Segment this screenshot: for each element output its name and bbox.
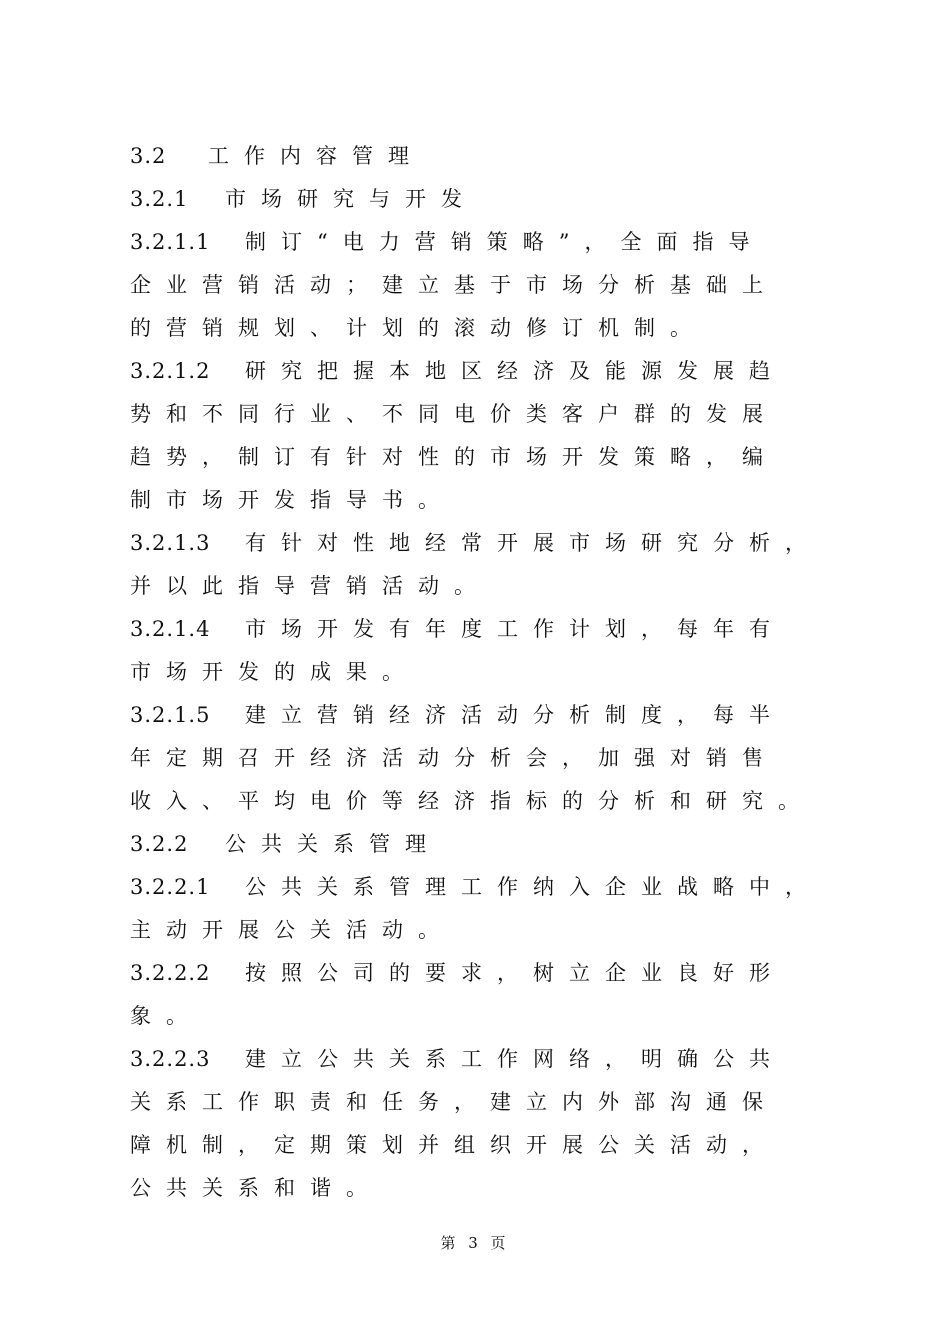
item-number: 3.2.1.2 bbox=[130, 359, 211, 383]
paragraph-line bbox=[130, 565, 850, 608]
paragraph-line bbox=[130, 608, 850, 651]
paragraph-text: 主动开展公关活动。 bbox=[130, 918, 454, 942]
paragraph-text: 制市场开发指导书。 bbox=[130, 488, 454, 512]
paragraph-text: 象。 bbox=[130, 1004, 202, 1028]
paragraph-line bbox=[130, 221, 850, 264]
paragraph-line bbox=[130, 1081, 850, 1124]
section-title: 市场研究与开发 bbox=[225, 187, 477, 211]
item-number: 3.2.2.2 bbox=[130, 961, 211, 985]
item-number: 3.2.2.3 bbox=[130, 1047, 211, 1071]
item-number: 3.2.1.4 bbox=[130, 617, 211, 641]
paragraph-line bbox=[130, 350, 850, 393]
paragraph-line bbox=[130, 479, 850, 522]
heading-3-2 bbox=[130, 135, 850, 178]
paragraph-text: 并以此指导营销活动。 bbox=[130, 574, 490, 598]
paragraph-text: 收入、平均电价等经济指标的分析和研究。 bbox=[130, 789, 814, 813]
paragraph-text: 企业营销活动；建立基于市场分析基础上 bbox=[130, 273, 778, 297]
paragraph-text: 公共关系管理工作纳入企业战略中， bbox=[245, 875, 821, 899]
section-number: 3.2.2 bbox=[130, 832, 189, 856]
section-number: 3.2.1 bbox=[130, 187, 189, 211]
paragraph-line bbox=[130, 307, 850, 350]
paragraph-line bbox=[130, 694, 850, 737]
document-body bbox=[130, 135, 850, 1210]
item-number: 3.2.1.3 bbox=[130, 531, 211, 555]
paragraph-line bbox=[130, 651, 850, 694]
section-title: 公共关系管理 bbox=[225, 832, 441, 856]
paragraph-text: 关系工作职责和任务，建立内外部沟通保 bbox=[130, 1090, 778, 1114]
paragraph-text: 制订“电力营销策略”，全面指导 bbox=[245, 230, 765, 254]
paragraph-text: 的营销规划、计划的滚动修订机制。 bbox=[130, 316, 706, 340]
page-number-footer: 第 3 页 bbox=[440, 1234, 510, 1252]
paragraph-text: 势和不同行业、不同电价类客户群的发展 bbox=[130, 402, 778, 426]
item-number: 3.2.2.1 bbox=[130, 875, 211, 899]
paragraph-line bbox=[130, 909, 850, 952]
paragraph-text: 年定期召开经济活动分析会，加强对销售 bbox=[130, 746, 778, 770]
paragraph-text: 研究把握本地区经济及能源发展趋 bbox=[245, 359, 785, 383]
paragraph-text: 市场开发的成果。 bbox=[130, 660, 418, 684]
paragraph-line bbox=[130, 1124, 850, 1167]
paragraph-text: 市场开发有年度工作计划，每年有 bbox=[245, 617, 785, 641]
paragraph-line bbox=[130, 1038, 850, 1081]
paragraph-line bbox=[130, 1167, 850, 1210]
paragraph-text: 按照公司的要求，树立企业良好形 bbox=[245, 961, 785, 985]
paragraph-text: 障机制，定期策划并组织开展公关活动， bbox=[130, 1133, 778, 1157]
paragraph-text: 趋势，制订有针对性的市场开发策略，编 bbox=[130, 445, 778, 469]
paragraph-line bbox=[130, 995, 850, 1038]
paragraph-line bbox=[130, 737, 850, 780]
paragraph-line bbox=[130, 264, 850, 307]
paragraph-line bbox=[130, 393, 850, 436]
paragraph-text: 有针对性地经常开展市场研究分析， bbox=[245, 531, 821, 555]
paragraph-line bbox=[130, 780, 850, 823]
paragraph-text: 公共关系和谐。 bbox=[130, 1176, 382, 1200]
paragraph-line bbox=[130, 866, 850, 909]
heading-3-2-1 bbox=[130, 178, 850, 221]
paragraph-text: 建立营销经济活动分析制度，每半 bbox=[245, 703, 785, 727]
paragraph-line bbox=[130, 436, 850, 479]
item-number: 3.2.1.1 bbox=[130, 230, 211, 254]
section-title: 工作内容管理 bbox=[208, 144, 424, 168]
item-number: 3.2.1.5 bbox=[130, 703, 211, 727]
paragraph-line bbox=[130, 522, 850, 565]
section-number: 3.2 bbox=[130, 144, 167, 168]
paragraph-line bbox=[130, 952, 850, 995]
heading-3-2-2 bbox=[130, 823, 850, 866]
paragraph-text: 建立公共关系工作网络，明确公共 bbox=[245, 1047, 785, 1071]
